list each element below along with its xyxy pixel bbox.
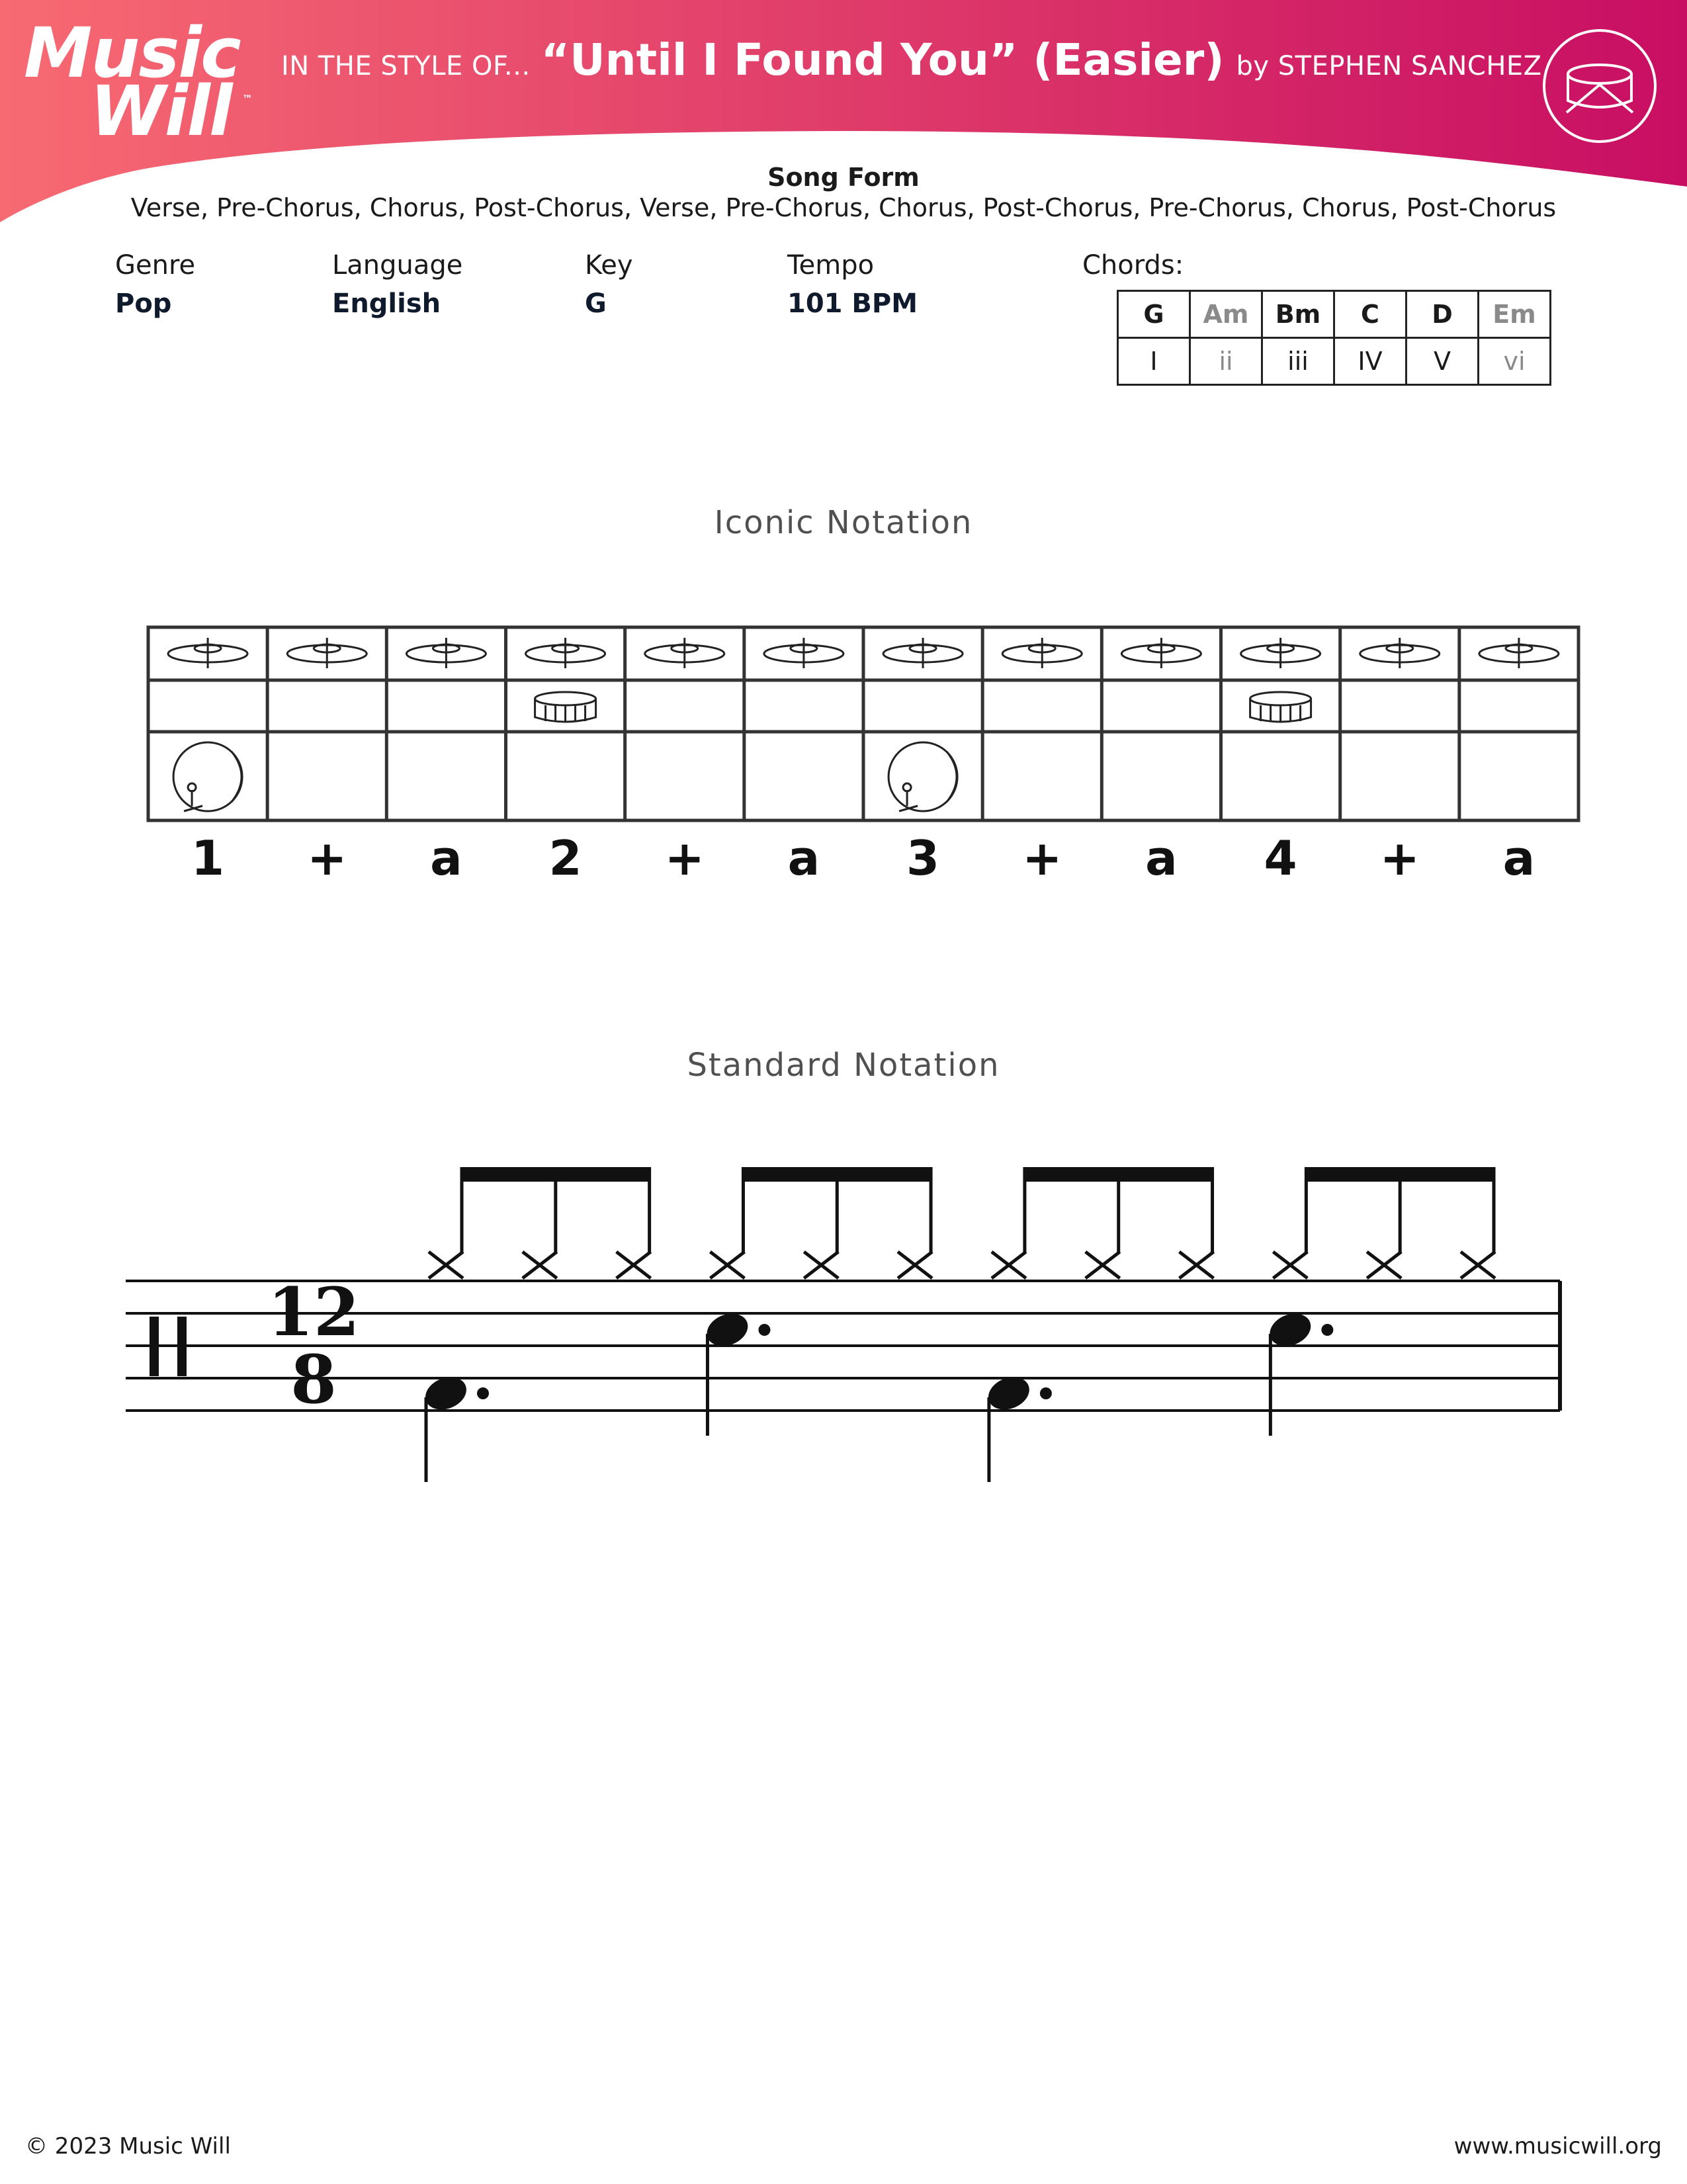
chord-name: D [1406,291,1479,338]
beam [460,1167,651,1182]
hihat-icon [1241,638,1320,668]
count-label: a [787,830,820,886]
chord-numeral: IV [1334,338,1406,385]
hihat-icon [168,638,247,668]
style-of-label: IN THE STYLE OF... [281,51,531,81]
hihat-note [617,1167,651,1278]
chords-table [1117,290,1551,386]
hihat-note [1273,1167,1307,1278]
key-value: G [585,288,607,319]
count-label: + [664,830,705,886]
chord-name: Am [1190,291,1262,338]
percussion-clef-bar [177,1317,187,1376]
snare-note [1265,1308,1333,1436]
drum-badge-icon [1540,26,1659,146]
beam [742,1167,932,1182]
language-label: Language [332,250,463,281]
chord-numeral: vi [1479,338,1551,385]
footer-url[interactable]: www.musicwill.org [1453,2133,1662,2160]
chord-numeral: iii [1262,338,1334,385]
count-label: + [307,830,347,886]
chord-name: Bm [1262,291,1334,338]
hihat-note [523,1167,557,1278]
count-label: a [1145,830,1178,886]
genre-label: Genre [115,250,196,281]
count-label: 3 [906,830,940,886]
genre-value: Pop [115,288,172,319]
chord-name: Em [1479,291,1551,338]
hihat-icon [645,638,724,668]
hihat-note [1086,1167,1120,1278]
hihat-note [992,1167,1026,1278]
copyright: © 2023 Music Will [25,2133,231,2160]
hihat-note [898,1167,932,1278]
bass-drum-note [984,1372,1052,1482]
song-form-label: Song Form [767,163,920,192]
hihat-icon [1121,638,1201,668]
song-form-value: Verse, Pre-Chorus, Chorus, Post-Chorus, Verse, Pre-Chorus, Chorus, Post-Chorus, Pre-Chorus, Chorus, Post-Chorus [130,193,1557,222]
header-title-line [281,34,1542,107]
beam [1023,1167,1214,1182]
hihat-icon [1360,638,1440,668]
hihat-note [1461,1167,1495,1278]
hihat-icon [406,638,486,668]
iconic-notation-grid [0,609,1687,900]
hihat-note [804,1167,838,1278]
hihat-note [1367,1167,1401,1278]
song-title: “Until I Found You” (Easier) [541,34,1225,85]
count-label: 4 [1264,830,1297,886]
snare-drum-icon [1250,692,1311,722]
count-label: + [1022,830,1062,886]
key-label: Key [585,250,633,281]
count-label: 2 [548,830,582,886]
bass-drum-icon [888,742,957,811]
chords-label: Chords: [1082,250,1184,281]
percussion-clef-bar [150,1317,159,1376]
count-label: + [1379,830,1420,886]
bass-drum-note [421,1372,489,1482]
count-label: a [430,830,462,886]
music-will-logo: Music Will ™ [24,13,253,152]
grid-lines [148,627,1579,820]
hihat-icon [526,638,605,668]
beam [1305,1167,1495,1182]
hihat-icon [1479,638,1559,668]
bass-drum-icon [173,742,242,811]
drum-staff [0,1138,1687,1508]
language-value: English [332,288,441,319]
time-signature-top: 12 [267,1273,360,1351]
hihat-icon [287,638,367,668]
tempo-value: 101 BPM [787,288,918,319]
chord-numeral: I [1118,338,1190,385]
chord-name: C [1334,291,1406,338]
chord-name: G [1118,291,1190,338]
hihat-icon [883,638,963,668]
chord-numeral: ii [1190,338,1262,385]
hihat-note [1180,1167,1214,1278]
count-label: 1 [191,830,225,886]
snare-note [702,1308,770,1436]
tempo-label: Tempo [787,250,875,281]
iconic-notation-title: Iconic Notation [714,504,973,541]
hihat-icon [1002,638,1082,668]
hihat-note [710,1167,744,1278]
artist-name: by STEPHEN SANCHEZ [1236,51,1542,81]
snare-drum-icon [535,692,596,722]
hihat-icon [764,638,844,668]
chord-numeral: V [1406,338,1479,385]
standard-notation-title: Standard Notation [687,1047,1000,1084]
count-label: a [1502,830,1536,886]
hihat-note [429,1167,463,1278]
time-signature-bottom: 8 [290,1340,337,1419]
